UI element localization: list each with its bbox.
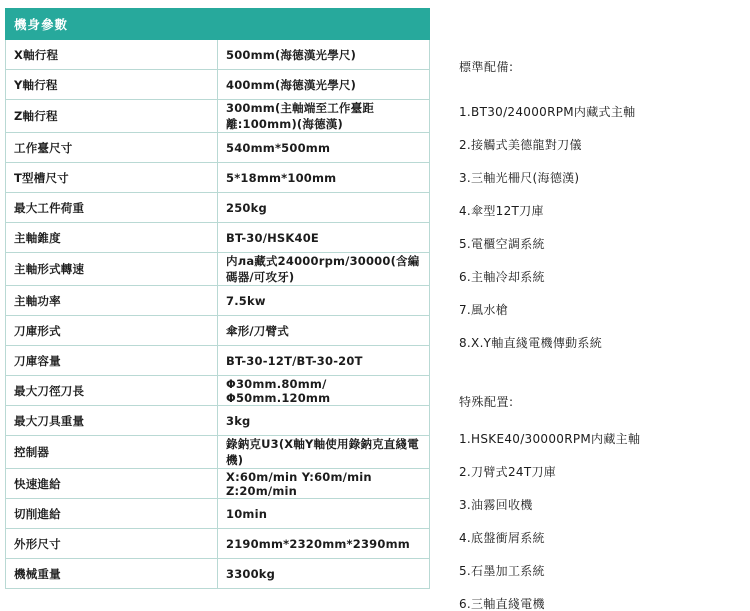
special-equipment-list [459,432,750,611]
spec-value: 3300kg [218,559,430,589]
spec-label: 最大工件荷重 [6,193,218,223]
spec-label: 主軸功率 [6,286,218,316]
machine-spec-table [5,8,430,589]
spec-label: 主軸形式轉速 [6,253,218,286]
spec-value: 300mm(主軸端至工作臺距離:100mm)(海德漢) [218,100,430,133]
table-row [6,346,430,376]
table-row [6,436,430,469]
table-row [6,469,430,499]
spec-label: Y軸行程 [6,70,218,100]
table-row [6,499,430,529]
spec-label: 最大刀具重量 [6,406,218,436]
table-row [6,376,430,406]
spec-value: 7.5kw [218,286,430,316]
spec-value: BT-30/HSK40E [218,223,430,253]
spec-value: 540mm*500mm [218,133,430,163]
spec-label: 控制器 [6,436,218,469]
table-row [6,286,430,316]
spec-label: 主軸錐度 [6,223,218,253]
spec-value: 傘形/刀臂式 [218,316,430,346]
spec-label: Z軸行程 [6,100,218,133]
spec-label: 最大刀徑刀長 [6,376,218,406]
list-item: 4.底盤衝屑系統 [459,531,545,545]
spec-value: 250kg [218,193,430,223]
spec-value: 2190mm*2320mm*2390mm [218,529,430,559]
table-row [6,100,430,133]
list-item: 8.X.Y軸直綫電機傳動系統 [459,336,603,350]
spec-value: X:60m/min Y:60m/min Z:20m/min [218,469,430,499]
spec-label: 工作臺尺寸 [6,133,218,163]
table-row [6,529,430,559]
equipment-notes-column [437,0,750,611]
table-row [6,163,430,193]
spec-table-header-title: 機身參數 [6,9,430,40]
spec-label: 外形尺寸 [6,529,218,559]
spec-table-header-row [6,9,430,40]
table-row [6,40,430,70]
special-equipment-title: 特殊配置: [459,395,514,409]
table-row [6,223,430,253]
notes-spacer [459,369,750,393]
standard-equipment-title: 標準配備: [459,60,514,74]
spec-value: 錄鈉克U3(X軸Y軸使用錄鈉克直綫電機) [218,436,430,469]
list-item: 4.傘型12T刀庫 [459,204,544,218]
standard-equipment-list [459,105,750,350]
table-row [6,133,430,163]
list-item: 5.石墨加工系統 [459,564,545,578]
spec-value: 400mm(海德漢光學尺) [218,70,430,100]
list-item: 6.主軸冷却系統 [459,270,545,284]
list-item: 5.電櫃空調系統 [459,237,545,251]
table-row [6,316,430,346]
table-row [6,193,430,223]
spec-label: 快速進給 [6,469,218,499]
spec-label: 刀庫形式 [6,316,218,346]
spec-label: 刀庫容量 [6,346,218,376]
table-row [6,406,430,436]
spec-value: Φ30mm.80mm/Φ50mm.120mm [218,376,430,406]
spec-label: 機械重量 [6,559,218,589]
list-item: 3.三軸光柵尺(海德漢) [459,171,580,185]
table-row [6,253,430,286]
spec-label: 切削進給 [6,499,218,529]
table-row [6,70,430,100]
table-row [6,559,430,589]
spec-label: T型槽尺寸 [6,163,218,193]
list-item: 1.HSKE40/30000RPM内藏主軸 [459,432,641,446]
list-item: 7.風水槍 [459,303,508,317]
spec-value: BT-30-12T/BT-30-20T [218,346,430,376]
spec-value: 500mm(海德漢光學尺) [218,40,430,70]
spec-table-body [6,9,430,589]
spec-value: 10min [218,499,430,529]
list-item: 2.接觸式美德龍對刀儀 [459,138,582,152]
list-item: 3.油霧回收機 [459,498,533,512]
spec-value: 3kg [218,406,430,436]
list-item: 2.刀臂式24T刀庫 [459,465,557,479]
list-item: 6.三軸直綫電機 [459,597,545,611]
list-item: 1.BT30/24000RPM内藏式主軸 [459,105,636,119]
spec-label: X軸行程 [6,40,218,70]
spec-value: 内ла藏式24000rpm/30000(含編碼器/可攻牙) [218,253,430,286]
spec-value: 5*18mm*100mm [218,163,430,193]
